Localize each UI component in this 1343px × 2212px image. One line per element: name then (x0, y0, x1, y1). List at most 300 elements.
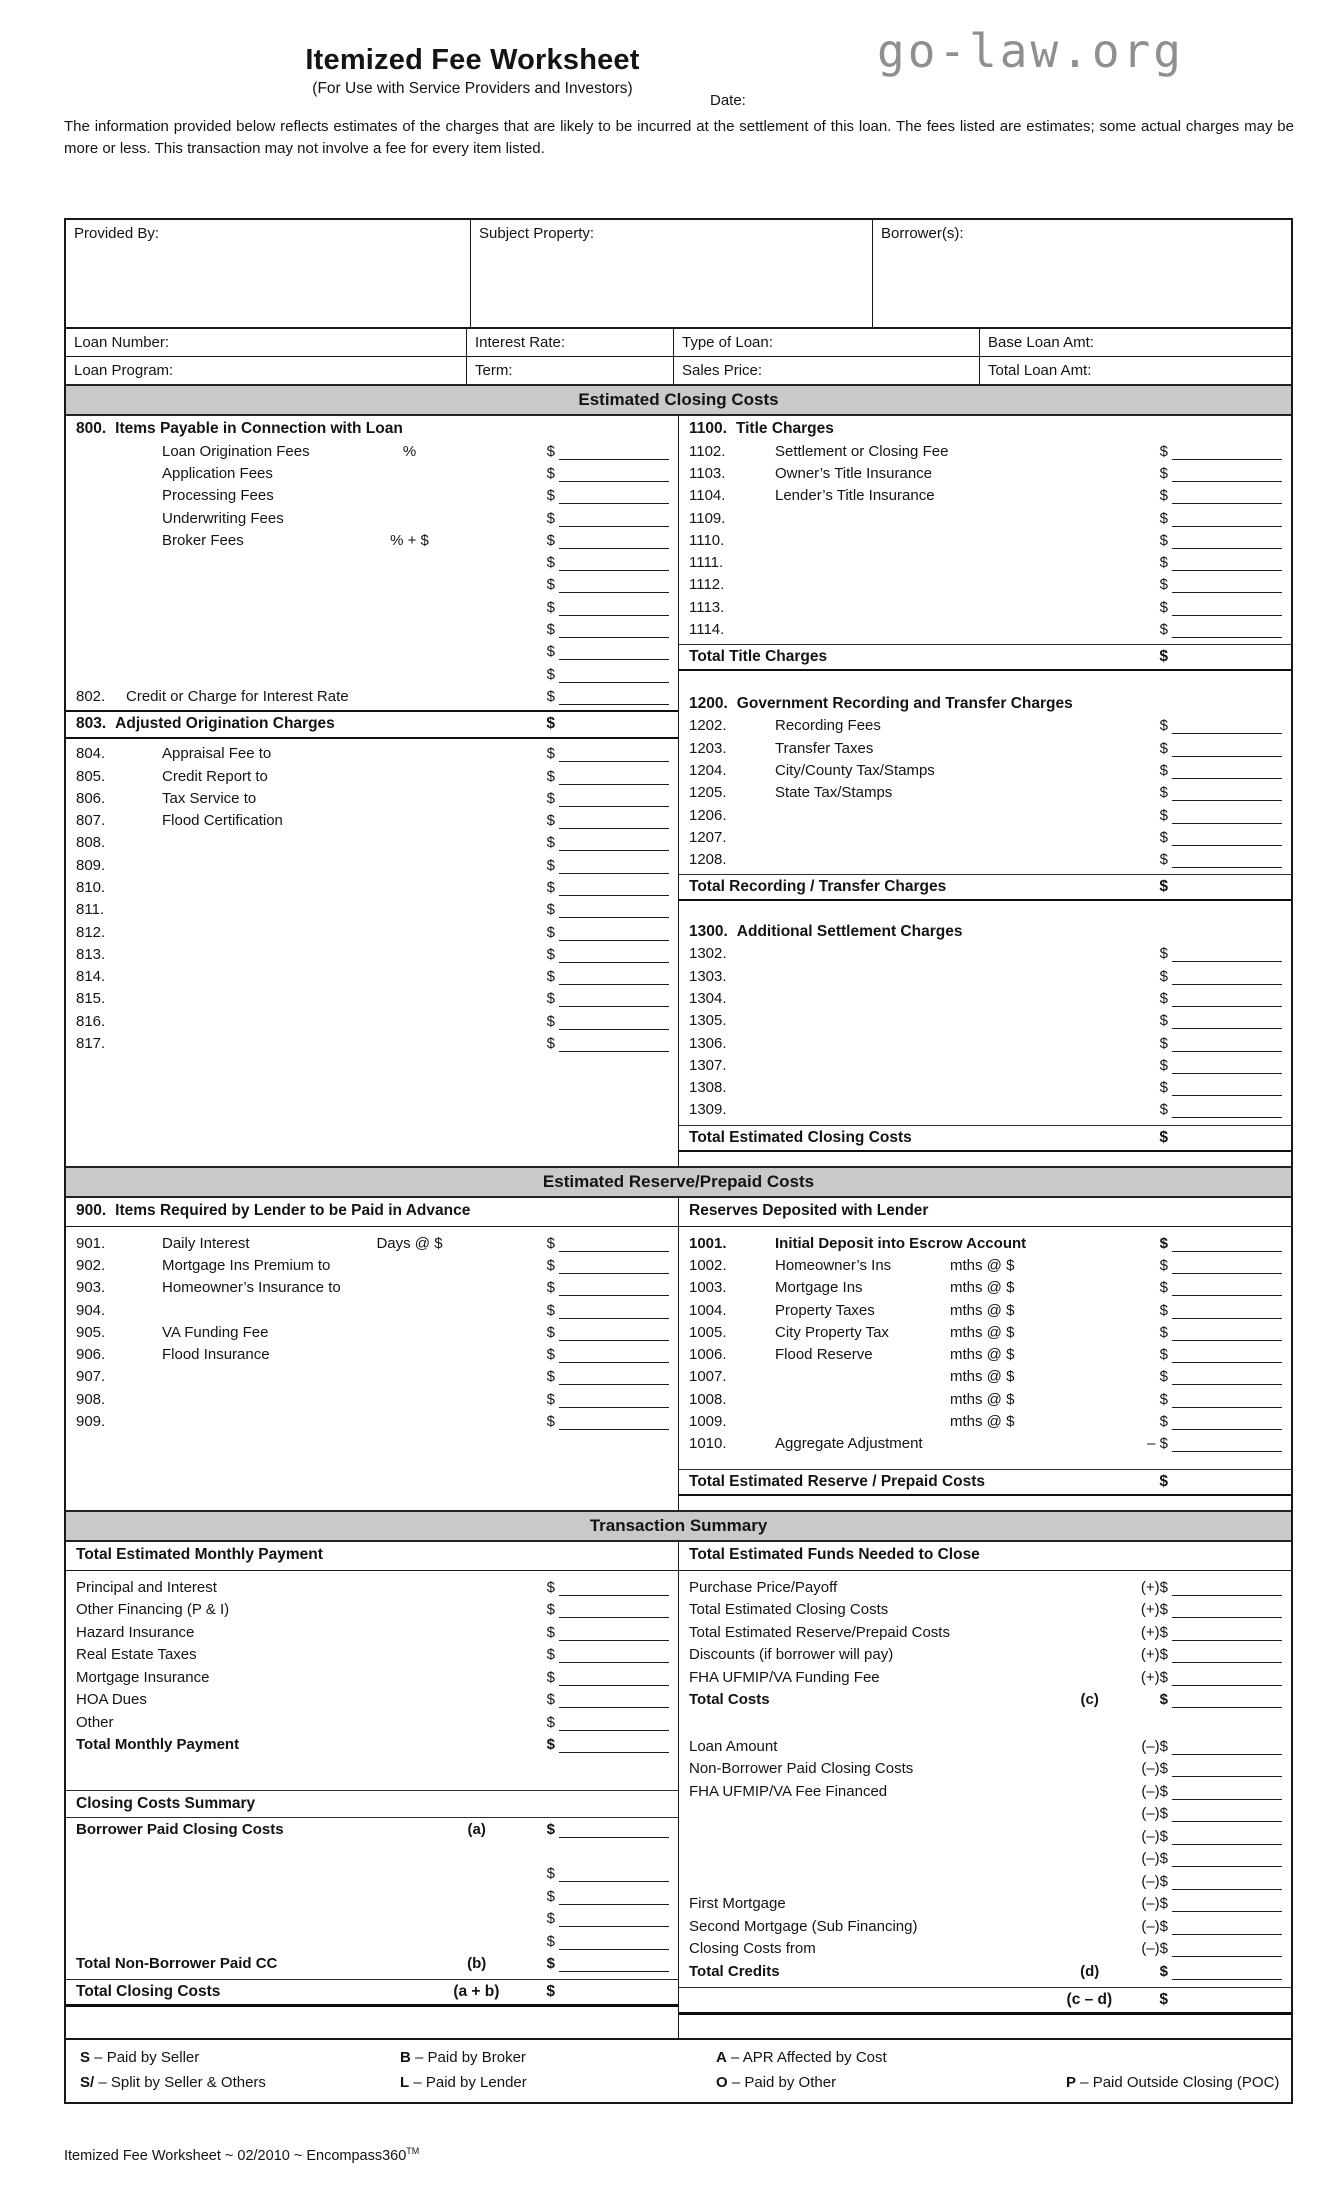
amount-blank-line (559, 511, 669, 527)
item-tag: (b) (467, 1955, 487, 1973)
amount-blank-line (559, 1347, 669, 1363)
amount-field (547, 1821, 669, 1838)
legend-text: – APR Affected by Cost (726, 2049, 887, 2066)
amount-field (547, 1013, 669, 1030)
currency-prefix: $ (546, 1983, 555, 2000)
amount-blank-line (559, 1014, 669, 1030)
fee-line (679, 1054, 1291, 1076)
amount-field (547, 1624, 669, 1641)
amount-field (1160, 968, 1282, 985)
currency-prefix: $ (546, 554, 555, 572)
amount-blank-line (1172, 1647, 1282, 1663)
item-label: Other (76, 1713, 114, 1731)
currency-prefix: (–)$ (1141, 1737, 1168, 1755)
item-label: Appraisal Fee to (162, 745, 272, 763)
fee-line (66, 529, 678, 551)
amount-blank-line (1172, 1258, 1282, 1274)
item-label: State Tax/Stamps (775, 784, 893, 802)
fee-line (679, 1410, 1291, 1432)
item-number: 1208. (689, 851, 727, 869)
item-number: 1204. (689, 761, 727, 779)
item-tag: (a) (467, 1820, 486, 1838)
item-label: Total Estimated Closing Costs (689, 1601, 889, 1619)
amount-field (547, 1391, 669, 1408)
amount-blank-line (559, 533, 669, 549)
amount-field (547, 1955, 669, 1972)
amount-field (1160, 1302, 1282, 1319)
item-label: Discounts (if borrower will pay) (689, 1646, 894, 1664)
funds-to-close-rows (679, 1576, 1291, 1711)
currency-prefix: $ (1159, 1012, 1168, 1030)
fee-line (66, 765, 678, 787)
item-label: Other Financing (P & I) (76, 1601, 230, 1619)
fee-line (679, 987, 1291, 1009)
item-label: Tax Service to (162, 789, 257, 807)
currency-prefix: $ (546, 1646, 555, 1664)
fee-line (679, 1621, 1291, 1644)
fee-line (679, 943, 1291, 965)
item-label: Lender’s Title Insurance (775, 487, 935, 505)
item-number: 1009. (689, 1413, 727, 1431)
fee-line (66, 1666, 678, 1689)
currency-prefix: $ (546, 1691, 555, 1709)
currency-prefix: $ (546, 1865, 555, 1883)
section-bar-transaction-summary: Transaction Summary (66, 1510, 1291, 1542)
page-title: Itemized Fee Worksheet (305, 44, 640, 76)
currency-prefix: $ (546, 1012, 555, 1030)
amount-blank-line (559, 1625, 669, 1641)
amount-field (547, 1646, 669, 1663)
fee-line (66, 1599, 678, 1622)
currency-prefix: $ (1159, 761, 1168, 779)
item-number: 807. (76, 812, 106, 830)
currency-prefix: $ (546, 1713, 555, 1731)
item-label: Flood Insurance (162, 1346, 270, 1364)
currency-prefix: $ (546, 1668, 555, 1686)
trademark-symbol: TM (406, 2146, 420, 2156)
currency-prefix: $ (546, 1932, 555, 1950)
amount-blank-line (1172, 1874, 1282, 1890)
item-label: Loan Amount (689, 1737, 778, 1755)
item-label: Owner’s Title Insurance (775, 464, 933, 482)
item-label: Credit Report to (162, 767, 268, 785)
amount-field (1160, 1035, 1282, 1052)
legend-text: – Paid by Broker (410, 2049, 526, 2066)
section-803-number: 803. (76, 715, 107, 733)
item-label: VA Funding Fee (162, 1323, 269, 1341)
fee-line (66, 440, 678, 462)
item-label: Application Fees (162, 464, 273, 482)
amount-field (1160, 784, 1282, 801)
currency-prefix: $ (546, 767, 555, 785)
item-label: Total Monthly Payment (76, 1736, 240, 1754)
currency-prefix: $ (546, 598, 555, 616)
currency-prefix: $ (546, 856, 555, 874)
section-900-number: 900. (76, 1202, 107, 1219)
amount-blank-line (1172, 1236, 1282, 1252)
currency-prefix: (+)$ (1140, 1668, 1168, 1686)
item-number: 1113. (689, 598, 725, 616)
monthly-payment-header: Total Estimated Monthly Payment (66, 1542, 678, 1571)
amount-field (547, 576, 669, 593)
currency-prefix: $ (1159, 1691, 1168, 1709)
amount-blank-line (1172, 1347, 1282, 1363)
amount-field (1160, 762, 1282, 779)
item-number: 815. (76, 990, 106, 1008)
fee-line (66, 1818, 678, 1841)
amount-field (547, 1888, 669, 1905)
amount-field (547, 621, 669, 638)
amount-field (547, 901, 669, 918)
page-subtitle: (For Use with Service Providers and Investors) (312, 80, 633, 97)
fee-line (66, 1930, 678, 1953)
amount-field (1159, 1129, 1282, 1147)
currency-prefix: $ (546, 1955, 555, 1973)
item-number: 1003. (689, 1279, 727, 1297)
amount-blank-line (559, 689, 669, 705)
item-number: 1109. (689, 509, 726, 527)
currency-prefix: $ (1159, 1101, 1168, 1119)
amount-field (1160, 465, 1282, 482)
amount-blank-line (559, 1647, 669, 1663)
item-number: 804. (76, 745, 106, 763)
amount-field (1141, 1918, 1282, 1935)
currency-prefix: (–)$ (1141, 1940, 1168, 1958)
amount-field (1160, 1279, 1282, 1296)
amount-blank-line (1172, 533, 1282, 549)
currency-prefix: $ (1159, 509, 1168, 527)
currency-prefix: $ (546, 665, 555, 683)
item-label: Homeowner’s Insurance to (162, 1279, 341, 1297)
section-1300-rows (679, 943, 1291, 1121)
section-1100-number: 1100. (689, 420, 727, 437)
item-number: 1007. (689, 1368, 727, 1386)
currency-prefix: $ (1159, 1390, 1168, 1408)
amount-field (547, 1669, 669, 1686)
amount-blank-line (559, 577, 669, 593)
item-number: 909. (76, 1413, 106, 1431)
currency-prefix: $ (1159, 647, 1168, 665)
item-number: 1004. (689, 1301, 727, 1319)
item-number: 1206. (689, 806, 727, 824)
amount-field (547, 1035, 669, 1052)
amount-blank-line (559, 1303, 669, 1319)
currency-prefix: (–)$ (1141, 1805, 1168, 1823)
fee-line (679, 1825, 1291, 1848)
amount-field (1160, 1257, 1282, 1274)
item-number: 811. (76, 901, 105, 919)
item-number: 809. (76, 856, 106, 874)
amount-field (1141, 1601, 1282, 1618)
total-label: Total Recording / Transfer Charges (689, 877, 947, 895)
currency-prefix: $ (546, 643, 555, 661)
legend-key: B (400, 2049, 411, 2066)
item-qualifier: mths @ $ (950, 1390, 1015, 1408)
amount-blank-line (1172, 763, 1282, 779)
amount-blank-line (559, 600, 669, 616)
amount-blank-line (559, 991, 669, 1007)
currency-prefix: $ (1159, 1990, 1168, 2008)
amount-field (1141, 1895, 1282, 1912)
section-900-title: Items Required by Lender to be Paid in Advance (115, 1202, 471, 1219)
amount-field (1160, 1963, 1282, 1980)
amount-field (547, 1865, 669, 1882)
closing-left-column (66, 416, 679, 1166)
item-number: 1103. (689, 464, 726, 482)
item-tag: (d) (1080, 1962, 1100, 1980)
amount-blank-line (559, 1934, 669, 1950)
transaction-right-column (679, 1542, 1291, 2038)
fee-line (679, 1870, 1291, 1893)
item-label: Principal and Interest (76, 1578, 217, 1596)
currency-prefix: (–)$ (1141, 1827, 1168, 1845)
section-1000-rows (679, 1232, 1291, 1455)
amount-blank-line (1172, 991, 1282, 1007)
total-label: Total Estimated Reserve / Prepaid Costs (689, 1472, 986, 1490)
amount-field (1160, 1413, 1282, 1430)
legend-key: S/ (80, 2074, 95, 2091)
item-number: 808. (76, 834, 106, 852)
item-number: 1205. (689, 784, 727, 802)
amount-field (547, 1910, 669, 1927)
fee-line (66, 663, 678, 685)
section-800-header (66, 416, 678, 440)
item-number: 1111. (689, 554, 724, 572)
info-table-row-3 (66, 357, 1291, 384)
fee-line (66, 1277, 678, 1299)
amount-blank-line (1172, 969, 1282, 985)
currency-prefix: (–)$ (1141, 1782, 1168, 1800)
amount-field (1141, 1646, 1282, 1663)
fee-line (679, 1915, 1291, 1938)
fee-line (66, 1863, 678, 1886)
currency-prefix: $ (1159, 598, 1168, 616)
currency-prefix: $ (546, 1736, 555, 1754)
provided-by-field: Provided By: (66, 220, 471, 327)
item-label: Processing Fees (162, 487, 274, 505)
monthly-payment-rows (66, 1576, 678, 1756)
currency-prefix: $ (546, 812, 555, 830)
item-qualifier: % + $ (390, 531, 429, 549)
legend-text: – Paid Outside Closing (POC) (1076, 2074, 1280, 2091)
amount-field (1160, 1391, 1282, 1408)
section-1300-number: 1300. (689, 922, 728, 940)
fee-line (66, 485, 678, 507)
amount-blank-line (559, 1866, 669, 1882)
item-label: Real Estate Taxes (76, 1646, 197, 1664)
amount-blank-line (559, 947, 669, 963)
amount-field (1160, 576, 1282, 593)
fee-line (66, 876, 678, 898)
fee-line (679, 1938, 1291, 1961)
legend-row (80, 2070, 1291, 2095)
fee-line (679, 1032, 1291, 1054)
fee-line (66, 1366, 678, 1388)
fee-line (679, 1099, 1291, 1121)
currency-prefix: $ (546, 1301, 555, 1319)
amount-blank-line (559, 1986, 669, 2001)
item-tag: (c) (1080, 1691, 1099, 1709)
reserve-left-column (66, 1198, 679, 1510)
amount-field (547, 688, 669, 705)
amount-field (547, 924, 669, 941)
item-label: Daily Interest (162, 1234, 250, 1252)
item-qualifier: mths @ $ (950, 1323, 1015, 1341)
section-800-number: 800. (76, 420, 107, 437)
amount-field (547, 666, 669, 683)
item-number: 905. (76, 1323, 106, 1341)
item-label: Property Taxes (775, 1301, 875, 1319)
amount-blank-line (559, 644, 669, 660)
amount-blank-line (1172, 1964, 1282, 1980)
interest-rate-field: Interest Rate: (467, 329, 674, 356)
amount-blank-line (559, 1602, 669, 1618)
amount-field (1160, 443, 1282, 460)
item-number: 902. (76, 1256, 106, 1274)
item-number: 1008. (689, 1390, 727, 1408)
amount-field (1160, 1079, 1282, 1096)
item-label: Homeowner’s Ins (775, 1256, 892, 1274)
amount-blank-line (1172, 555, 1282, 571)
legend-text: – Paid by Lender (409, 2074, 527, 2091)
currency-prefix: $ (546, 1887, 555, 1905)
currency-prefix: $ (1159, 989, 1168, 1007)
amount-field (1159, 1473, 1282, 1491)
total-label: Total Title Charges (689, 647, 828, 665)
currency-prefix: $ (546, 464, 555, 482)
amount-field (547, 1346, 669, 1363)
amount-field (1141, 1940, 1282, 1957)
amount-field (1141, 1805, 1282, 1822)
fee-line (66, 1010, 678, 1032)
amount-blank-line (559, 1325, 669, 1341)
c-minus-d-row (679, 1987, 1291, 2015)
currency-prefix: $ (546, 1578, 555, 1596)
item-label: Purchase Price/Payoff (689, 1578, 838, 1596)
currency-prefix: $ (546, 878, 555, 896)
base-loan-amt-field: Base Loan Amt: (988, 334, 1094, 351)
amount-field (547, 1302, 669, 1319)
amount-field (547, 1324, 669, 1341)
fee-line (679, 715, 1291, 737)
amount-field (547, 1933, 669, 1950)
amount-field (547, 532, 669, 549)
section-1300-header (679, 919, 1291, 943)
currency-prefix: (–)$ (1141, 1872, 1168, 1890)
amount-blank-line (1172, 1761, 1282, 1777)
amount-field (547, 487, 669, 504)
amount-blank-line (1172, 1392, 1282, 1408)
currency-prefix: $ (546, 1346, 555, 1364)
amount-field (1160, 851, 1282, 868)
loan-program-field: Loan Program: (66, 357, 467, 384)
item-label: Underwriting Fees (162, 509, 284, 527)
item-label: Broker Fees (162, 531, 244, 549)
amount-blank-line (1172, 718, 1282, 734)
fee-line (66, 1388, 678, 1410)
fee-line (679, 848, 1291, 870)
amount-blank-line (559, 1956, 669, 1972)
amount-blank-line (559, 1258, 669, 1274)
amount-field (547, 990, 669, 1007)
item-qualifier: mths @ $ (950, 1301, 1015, 1319)
amount-blank-line (1172, 1013, 1282, 1029)
currency-prefix: $ (1159, 531, 1168, 549)
fee-line (66, 1032, 678, 1054)
amount-field (1159, 878, 1282, 896)
fee-line (679, 759, 1291, 781)
amount-field (547, 1257, 669, 1274)
fee-line (679, 1689, 1291, 1712)
legend-key: P (1066, 2074, 1077, 2091)
currency-prefix: $ (1159, 1368, 1168, 1386)
amount-field (547, 834, 669, 851)
amount-blank-line (1172, 1369, 1282, 1385)
amount-blank-line (559, 667, 669, 683)
item-label: First Mortgage (689, 1895, 786, 1913)
item-number: 904. (76, 1301, 106, 1319)
item-label: Flood Reserve (775, 1346, 873, 1364)
currency-prefix: $ (1159, 554, 1168, 572)
currency-prefix: (–)$ (1141, 1917, 1168, 1935)
title-block (0, 44, 945, 98)
amount-blank-line (1172, 1325, 1282, 1341)
amount-field (1160, 1368, 1282, 1385)
section-bar-estimated-reserve-prepaid-costs: Estimated Reserve/Prepaid Costs (66, 1166, 1291, 1198)
amount-field (1160, 740, 1282, 757)
currency-prefix: $ (546, 1256, 555, 1274)
fee-line (679, 1960, 1291, 1983)
amount-field (1160, 599, 1282, 616)
amount-blank-line (559, 880, 669, 896)
fee-line (679, 1599, 1291, 1622)
legend-entry (80, 2074, 400, 2091)
fee-line (66, 832, 678, 854)
currency-prefix: (+)$ (1140, 1646, 1168, 1664)
legend-entry (400, 2074, 716, 2091)
fee-line (66, 1644, 678, 1667)
amount-blank-line (559, 1822, 669, 1838)
section-900-header (66, 1198, 678, 1227)
fee-line (66, 1299, 678, 1321)
currency-prefix: $ (1159, 784, 1168, 802)
amount-field (1141, 1624, 1282, 1641)
currency-prefix: $ (546, 1279, 555, 1297)
fee-line (679, 1780, 1291, 1803)
amount-field (547, 1368, 669, 1385)
fee-line (66, 809, 678, 831)
item-number: 901. (76, 1234, 106, 1252)
item-qualifier: mths @ $ (950, 1413, 1015, 1431)
fee-line (679, 1254, 1291, 1276)
closing-right-column (679, 416, 1291, 1166)
amount-blank-line (559, 769, 669, 785)
fee-line (66, 899, 678, 921)
amount-blank-line (1172, 785, 1282, 801)
amount-blank-line (1172, 1303, 1282, 1319)
item-number: 1307. (689, 1056, 727, 1074)
amount-blank-line (1172, 1739, 1282, 1755)
legend-entry (716, 2049, 1066, 2066)
amount-field (1141, 1738, 1282, 1755)
fee-line (679, 1010, 1291, 1032)
legend-entry (716, 2074, 1066, 2091)
amount-field (1141, 1850, 1282, 1867)
section-803-bar (66, 710, 678, 739)
currency-prefix: $ (1159, 621, 1168, 639)
section-1200-title: Government Recording and Transfer Charges (736, 694, 1073, 712)
amount-blank-line (1172, 1414, 1282, 1430)
